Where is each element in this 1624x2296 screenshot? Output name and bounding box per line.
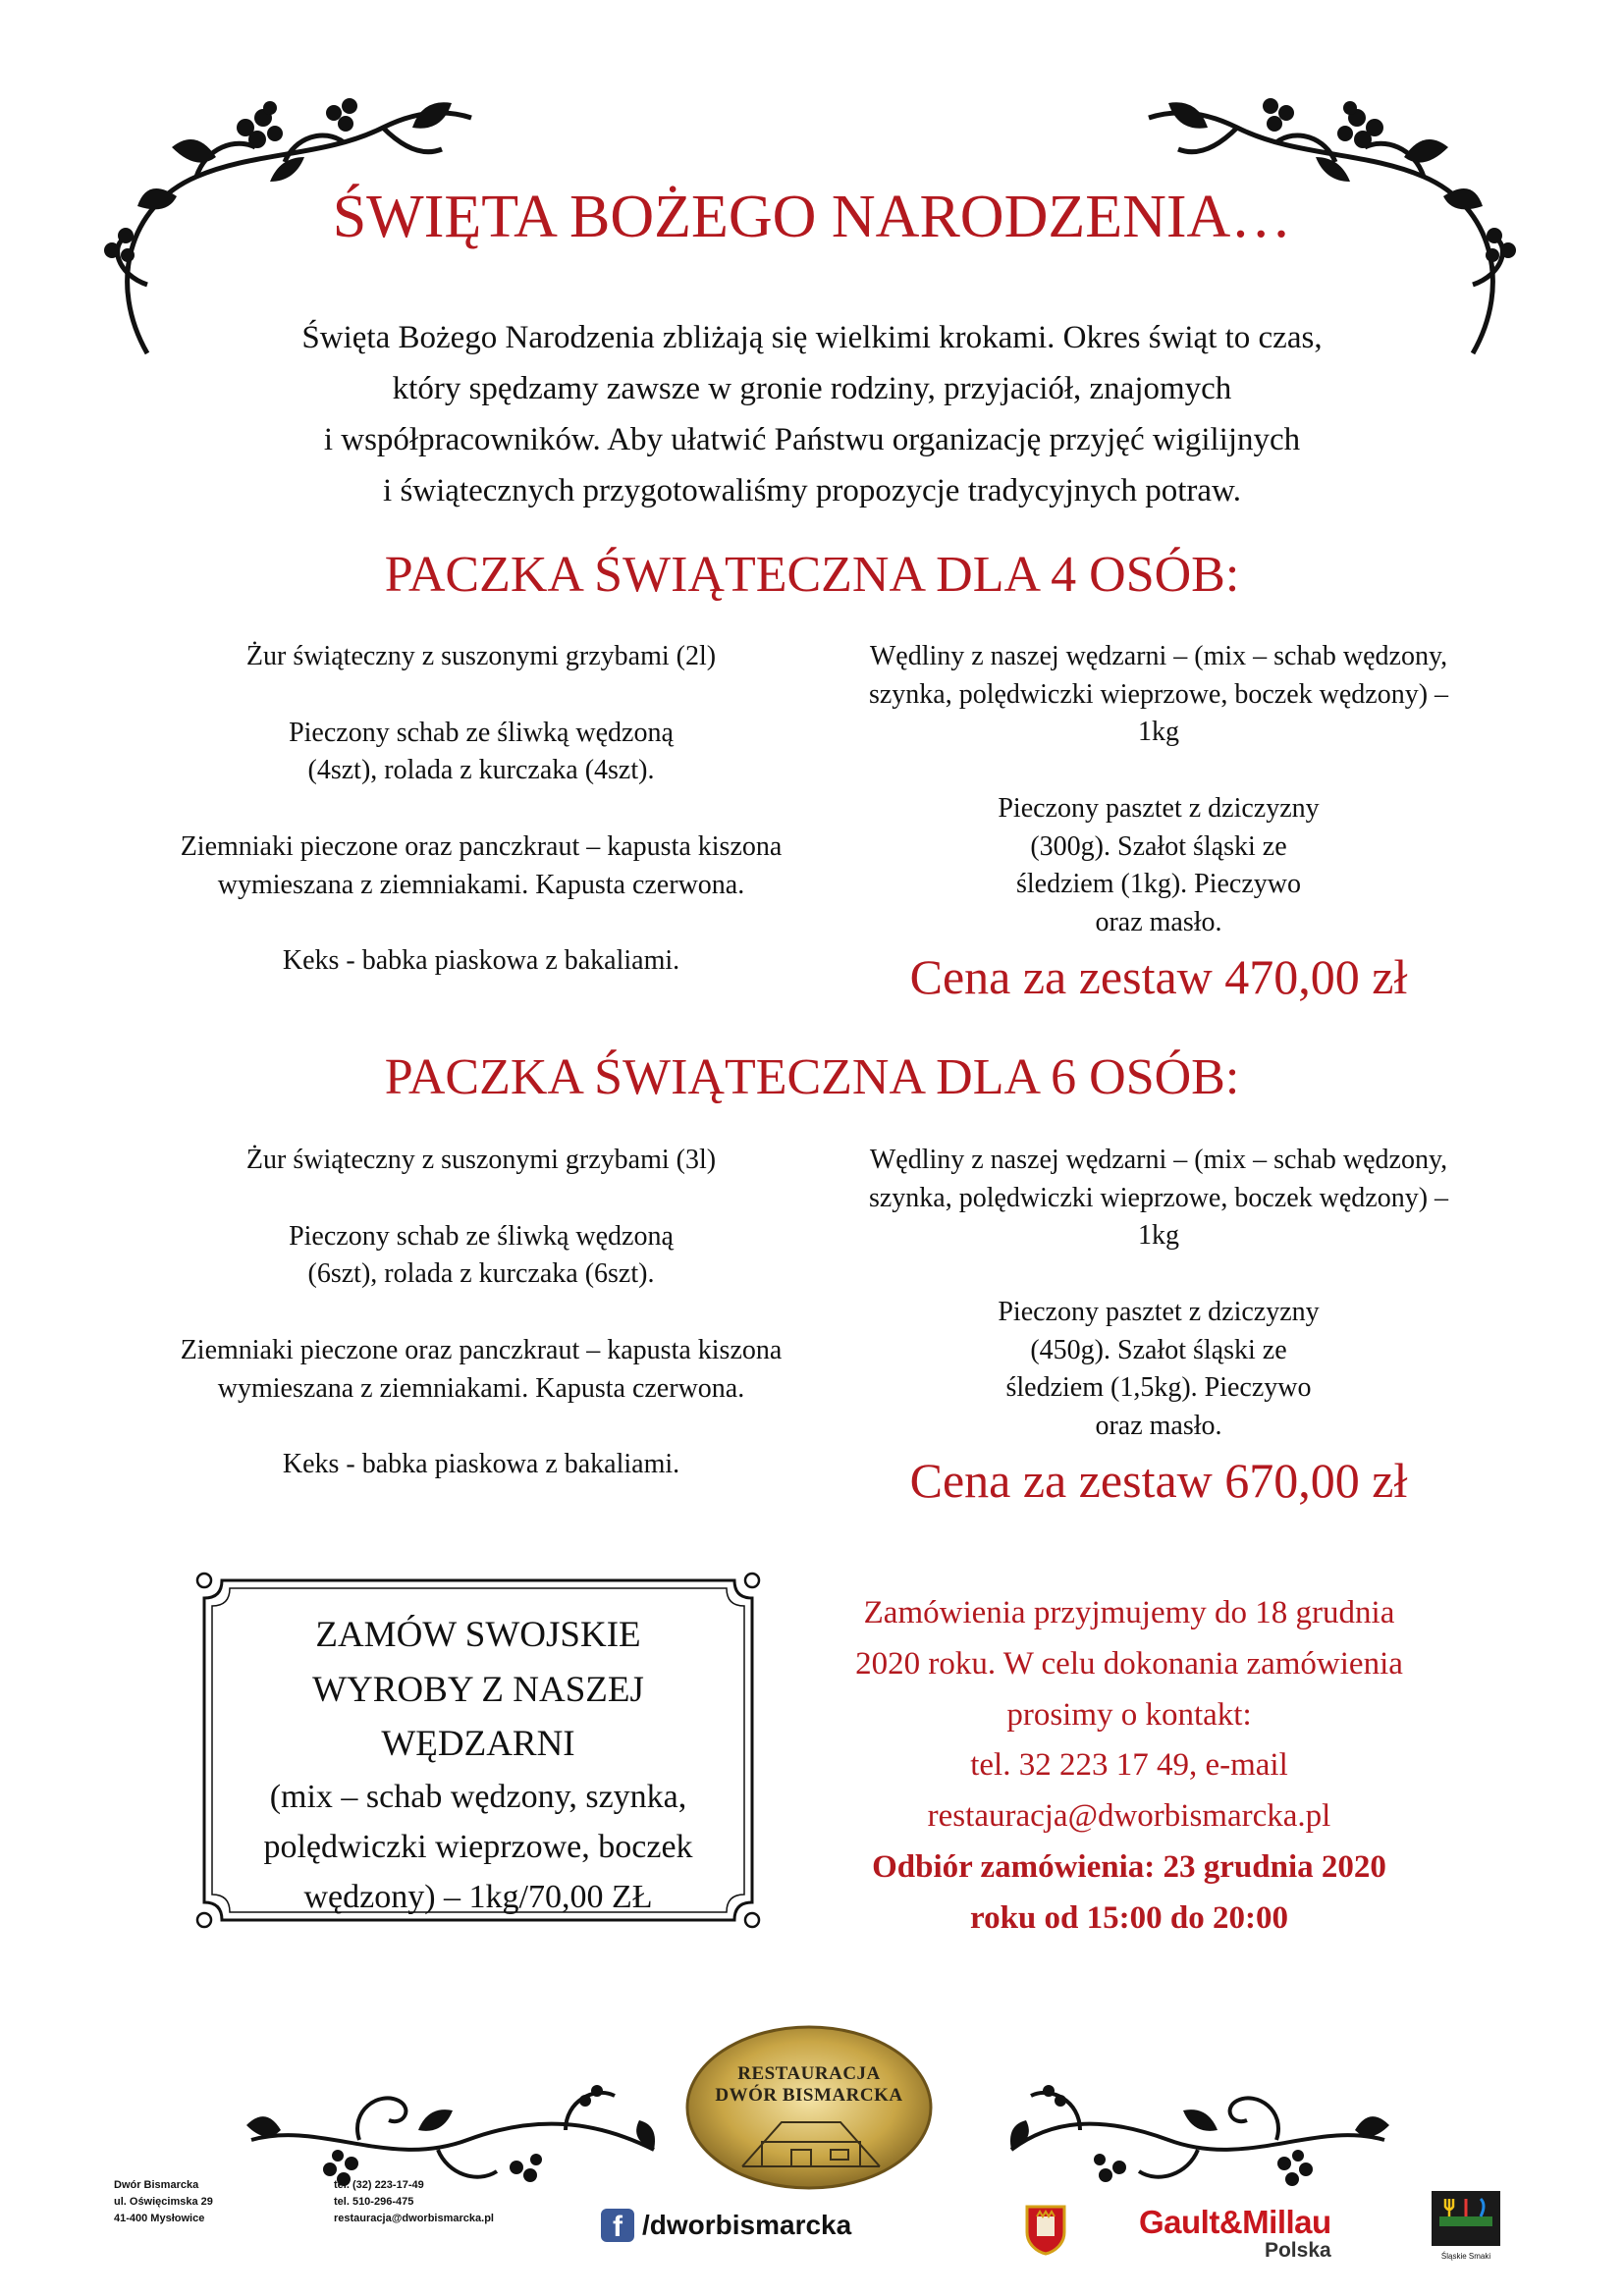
- footer-address: [114, 2177, 213, 2227]
- menu-item: Wędliny z naszej wędzarni – (mix – schab wędzony, szynka, polędwiczki wieprzowe, boczek wędzony) – 1kg: [868, 1145, 1449, 1252]
- package-6-heading: PACZKA ŚWIĄTECZNA DLA 6 OSÓB:: [384, 1049, 1240, 1105]
- menu-item: Pieczony schab ze śliwką wędzoną (4szt), rolada z kurczaka (4szt).: [289, 717, 674, 786]
- footer-contact: [334, 2177, 494, 2227]
- order-info-line: 2020 roku. W celu dokonania zamówienia: [855, 1645, 1403, 1682]
- footer-street: ul. Oświęcimska 29: [114, 2196, 213, 2209]
- order-info-line: tel. 32 223 17 49, e-mail: [970, 1747, 1288, 1784]
- menu-item: Pieczony schab ze śliwką wędzoną (6szt), rolada z kurczaka (6szt).: [289, 1220, 674, 1290]
- order-info-line: Zamówienia przyjmujemy do 18 grudnia: [863, 1595, 1395, 1630]
- smokehouse-offer-box: [192, 1569, 764, 1932]
- pickup-line: roku od 15:00 do 20:00: [970, 1899, 1288, 1936]
- package-4-heading: PACZKA ŚWIĄTECZNA DLA 4 OSÓB:: [384, 547, 1240, 603]
- package-6-left-column: [137, 1142, 825, 1522]
- footer-email[interactable]: restauracja@dworbismarcka.pl: [334, 2213, 494, 2225]
- menu-item: Keks - babka piaskowa z bakaliami.: [282, 945, 680, 977]
- gault-millau-country: Polska: [1264, 2239, 1331, 2262]
- order-info-email[interactable]: restauracja@dworbismarcka.pl: [927, 1798, 1331, 1835]
- facebook-link[interactable]: [601, 2209, 851, 2242]
- footer-phone[interactable]: tel. 510-296-475: [334, 2196, 414, 2209]
- menu-item: Żur świąteczny z suszonymi grzybami (2l): [245, 641, 717, 671]
- restaurant-logo: [683, 2024, 935, 2191]
- pickup-info: [766, 1842, 1492, 1945]
- package-4-price: Cena za zestaw 470,00 zł: [909, 949, 1408, 1004]
- package-6-right-column: [815, 1142, 1502, 1483]
- smokehouse-details: (mix – schab wędzony, szynka, polędwiczki wieprzowe, boczek wędzony) – 1kg/70,00 ZŁ: [263, 1778, 693, 1915]
- menu-item: Żur świąteczny z suszonymi grzybami (3l): [245, 1145, 717, 1175]
- facebook-icon: f: [601, 2209, 634, 2242]
- intro-line: który spędzamy zawsze w gronie rodziny, przyjaciół, znajomych: [392, 371, 1232, 407]
- footer-name: Dwór Bismarcka: [114, 2179, 199, 2191]
- smokehouse-line: WYROBY Z NASZEJ: [312, 1669, 644, 1710]
- smokehouse-offer-text: [212, 1608, 744, 1922]
- intro-line: i świątecznych przygotowaliśmy propozycje tradycyjnych potraw.: [383, 473, 1241, 509]
- menu-item: Pieczony pasztet z dziczyzny (300g). Szałot śląski ze śledziem (1kg). Pieczywo oraz masło.: [998, 792, 1320, 937]
- logo-text: [683, 2063, 935, 2107]
- city-coat-of-arms-icon: [1023, 2203, 1068, 2256]
- menu-item: Ziemniaki pieczone oraz panczkraut – kapusta kiszona wymieszana z ziemniakami. Kapusta czerwona.: [180, 830, 783, 900]
- logo-line: DWÓR BISMARCKA: [715, 2084, 903, 2106]
- footer-city: 41-400 Mysłowice: [114, 2213, 205, 2225]
- footer-phone[interactable]: tel. (32) 223-17-49: [334, 2179, 424, 2191]
- gault-millau-text: Gault&Millau: [1139, 2204, 1331, 2240]
- pickup-line: Odbiór zamówienia: 23 grudnia 2020: [872, 1848, 1386, 1885]
- order-info-line: prosimy o kontakt:: [1006, 1696, 1252, 1733]
- package-4-left-column: [137, 638, 825, 1019]
- intro-line: i współpracowników. Aby ułatwić Państwu organizację przyjęć wigilijnych: [323, 422, 1301, 458]
- logo-line: RESTAURACJA: [737, 2063, 881, 2084]
- menu-item: Keks - babka piaskowa z bakaliami.: [282, 1449, 680, 1480]
- slaskie-smaki-text: Śląskie Smaki: [1440, 2252, 1491, 2261]
- menu-item: Pieczony pasztet z dziczyzny (450g). Szałot śląski ze śledziem (1,5kg). Pieczywo oraz masło.: [998, 1296, 1320, 1441]
- package-6-price: Cena za zestaw 670,00 zł: [909, 1453, 1408, 1508]
- page-title: ŚWIĘTA BOŻEGO NARODZENIA…: [332, 184, 1292, 250]
- logo-badge-shape: [683, 2024, 935, 2191]
- package-4-right-column: [815, 638, 1502, 980]
- intro-line: Święta Bożego Narodzenia zbliżają się wielkimi krokami. Okres świąt to czas,: [301, 320, 1323, 355]
- smokehouse-line: WĘDZARNI: [381, 1724, 575, 1764]
- smokehouse-line: ZAMÓW SWOJSKIE: [315, 1615, 641, 1655]
- menu-item: Ziemniaki pieczone oraz panczkraut – kapusta kiszona wymieszana z ziemniakami. Kapusta czerwona.: [180, 1334, 783, 1404]
- order-info: [766, 1588, 1492, 1945]
- slaskie-smaki-icon: [1430, 2189, 1502, 2248]
- gault-millau-logo: [1139, 2206, 1331, 2261]
- menu-item: Wędliny z naszej wędzarni – (mix – schab wędzony, szynka, polędwiczki wieprzowe, boczek wędzony) – 1kg: [868, 641, 1449, 748]
- floral-ornament-bottom-right: [1001, 2061, 1394, 2199]
- intro-paragraph: [167, 312, 1457, 517]
- facebook-handle: /dworbismarcka: [642, 2210, 852, 2240]
- slaskie-smaki-logo: [1430, 2189, 1502, 2261]
